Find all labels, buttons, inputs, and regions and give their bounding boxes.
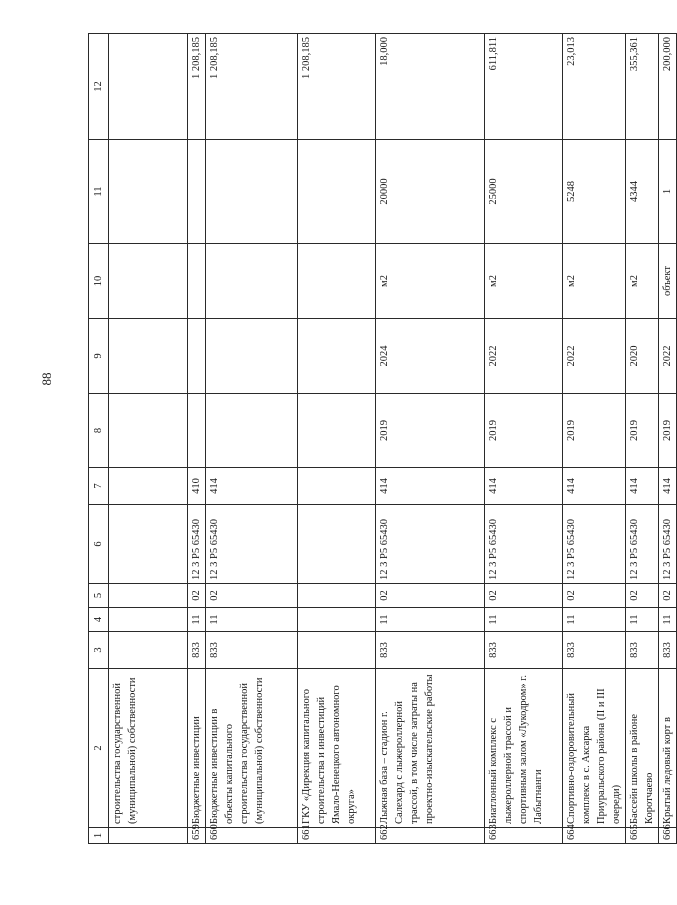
cell-col-11: 25000 [485, 140, 563, 244]
cell-col-3 [298, 632, 376, 669]
cell-col-10: м2 [626, 244, 659, 319]
cell-col-1 [109, 828, 188, 844]
cell-col-9 [206, 319, 298, 394]
header-cell-8: 8 [89, 394, 109, 468]
page-number: 88 [39, 372, 54, 386]
cell-col-4: 11 [659, 608, 677, 632]
table-row [298, 34, 376, 844]
cell-col-6: 12 3 P5 65430 [188, 505, 206, 584]
cell-col-9: 2024 [376, 319, 485, 394]
cell-col-5: 02 [376, 584, 485, 608]
table-row [626, 34, 659, 844]
cell-col-1: 662 [376, 828, 485, 844]
header-cell-4: 4 [89, 608, 109, 632]
cell-col-4: 11 [188, 608, 206, 632]
cell-col-3: 833 [206, 632, 298, 669]
cell-col-12: 611,811 [485, 34, 563, 140]
cell-col-10 [298, 244, 376, 319]
cell-col-3: 833 [563, 632, 626, 669]
cell-col-11 [109, 140, 188, 244]
cell-col-5 [298, 584, 376, 608]
cell-col-4: 11 [563, 608, 626, 632]
cell-col-8 [188, 394, 206, 468]
cell-col-2: Спортивно-оздоровительный комплекс в с. Аксарка Приуральского района (II и III очереди) [563, 669, 626, 828]
cell-col-4 [109, 608, 188, 632]
cell-col-8 [298, 394, 376, 468]
cell-col-9 [298, 319, 376, 394]
header-cell-5: 5 [89, 584, 109, 608]
cell-col-2: Бюджетные инвестиции в объекты капитального строительства государственной (муниципальной) собственности [206, 669, 298, 828]
cell-col-6: 12 3 P5 65430 [626, 505, 659, 584]
cell-col-8: 2019 [626, 394, 659, 468]
cell-col-3: 833 [485, 632, 563, 669]
cell-col-7 [298, 468, 376, 505]
table-row [206, 34, 298, 844]
cell-col-12: 355,361 [626, 34, 659, 140]
cell-col-3: 833 [626, 632, 659, 669]
table-row [188, 34, 206, 844]
cell-col-7: 414 [626, 468, 659, 505]
cell-col-9: 2022 [563, 319, 626, 394]
cell-col-1: 664 [563, 828, 626, 844]
cell-col-12: 1 208,185 [188, 34, 206, 140]
rotated-table-container [88, 34, 673, 844]
cell-col-6: 12 3 P5 65430 [485, 505, 563, 584]
cell-col-11 [188, 140, 206, 244]
cell-col-6 [109, 505, 188, 584]
header-cell-1: 1 [89, 828, 109, 844]
cell-col-9: 2020 [626, 319, 659, 394]
cell-col-1: 665 [626, 828, 659, 844]
header-row [89, 34, 109, 844]
header-cell-12: 12 [89, 34, 109, 140]
cell-col-10 [188, 244, 206, 319]
cell-col-8: 2019 [485, 394, 563, 468]
cell-col-4: 11 [485, 608, 563, 632]
cell-col-2: строительства государственной (муниципальной) собственности [109, 669, 188, 828]
cell-col-9: 2022 [485, 319, 563, 394]
cell-col-2: Бюджетные инвестиции [188, 669, 206, 828]
cell-col-12 [109, 34, 188, 140]
cell-col-1: 661 [298, 828, 376, 844]
cell-col-5 [109, 584, 188, 608]
cell-col-10 [206, 244, 298, 319]
cell-col-6: 12 3 P5 65430 [376, 505, 485, 584]
cell-col-3: 833 [659, 632, 677, 669]
cell-col-10: м2 [485, 244, 563, 319]
cell-col-6: 12 3 P5 65430 [659, 505, 677, 584]
cell-col-1: 659 [188, 828, 206, 844]
cell-col-1: 663 [485, 828, 563, 844]
cell-col-11 [206, 140, 298, 244]
header-cell-6: 6 [89, 505, 109, 584]
cell-col-2: Биатлонный комплекс с лыжероллерной трассой и спортивным залом «Лукодром» г. Лабытнанги [485, 669, 563, 828]
cell-col-1: 660 [206, 828, 298, 844]
cell-col-12: 200,000 [659, 34, 677, 140]
header-cell-7: 7 [89, 468, 109, 505]
cell-col-11: 1 [659, 140, 677, 244]
cell-col-8: 2019 [659, 394, 677, 468]
cell-col-4: 11 [206, 608, 298, 632]
table-row [485, 34, 563, 844]
cell-col-9: 2022 [659, 319, 677, 394]
cell-col-5: 02 [626, 584, 659, 608]
table-row [109, 34, 188, 844]
cell-col-4 [298, 608, 376, 632]
cell-col-4: 11 [376, 608, 485, 632]
cell-col-9 [188, 319, 206, 394]
cell-col-1: 666 [659, 828, 677, 844]
cell-col-10 [109, 244, 188, 319]
cell-col-8: 2019 [376, 394, 485, 468]
cell-col-11: 4344 [626, 140, 659, 244]
cell-col-5: 02 [659, 584, 677, 608]
cell-col-12: 18,000 [376, 34, 485, 140]
cell-col-6: 12 3 P5 65430 [563, 505, 626, 584]
table-row [563, 34, 626, 844]
cell-col-11: 20000 [376, 140, 485, 244]
cell-col-11 [298, 140, 376, 244]
table-row [376, 34, 485, 844]
header-cell-11: 11 [89, 140, 109, 244]
cell-col-8 [206, 394, 298, 468]
cell-col-10: м2 [376, 244, 485, 319]
table-row [659, 34, 677, 844]
cell-col-7: 414 [563, 468, 626, 505]
cell-col-4: 11 [626, 608, 659, 632]
cell-col-5: 02 [563, 584, 626, 608]
cell-col-3: 833 [188, 632, 206, 669]
cell-col-12: 23,013 [563, 34, 626, 140]
cell-col-3: 833 [376, 632, 485, 669]
cell-col-6: 12 3 P5 65430 [206, 505, 298, 584]
header-cell-9: 9 [89, 319, 109, 394]
header-cell-2: 2 [89, 669, 109, 828]
cell-col-2: Бассейн школы в районе Коротчаево [626, 669, 659, 828]
cell-col-10: объект [659, 244, 677, 319]
cell-col-6 [298, 505, 376, 584]
cell-col-12: 1 208,185 [298, 34, 376, 140]
cell-col-5: 02 [485, 584, 563, 608]
cell-col-2: Лыжная база – стадион г. Салехард с лыжероллерной трассой, в том числе затраты на проектно-изыскательские работы [376, 669, 485, 828]
cell-col-2: ГКУ «Дирекция капитального строительства и инвестиций Ямало-Ненецкого автономного округа» [298, 669, 376, 828]
budget-table [88, 33, 677, 844]
cell-col-9 [109, 319, 188, 394]
cell-col-5: 02 [188, 584, 206, 608]
table-body [109, 34, 677, 844]
cell-col-12: 1 208,185 [206, 34, 298, 140]
cell-col-5: 02 [206, 584, 298, 608]
cell-col-8 [109, 394, 188, 468]
cell-col-8: 2019 [563, 394, 626, 468]
cell-col-3 [109, 632, 188, 669]
cell-col-7: 410 [188, 468, 206, 505]
cell-col-7: 414 [659, 468, 677, 505]
cell-col-7: 414 [376, 468, 485, 505]
cell-col-11: 5248 [563, 140, 626, 244]
cell-col-7 [109, 468, 188, 505]
cell-col-7: 414 [485, 468, 563, 505]
cell-col-10: м2 [563, 244, 626, 319]
header-cell-10: 10 [89, 244, 109, 319]
cell-col-2: Крытый ледовый корт в [659, 669, 677, 828]
header-cell-3: 3 [89, 632, 109, 669]
cell-col-7: 414 [206, 468, 298, 505]
